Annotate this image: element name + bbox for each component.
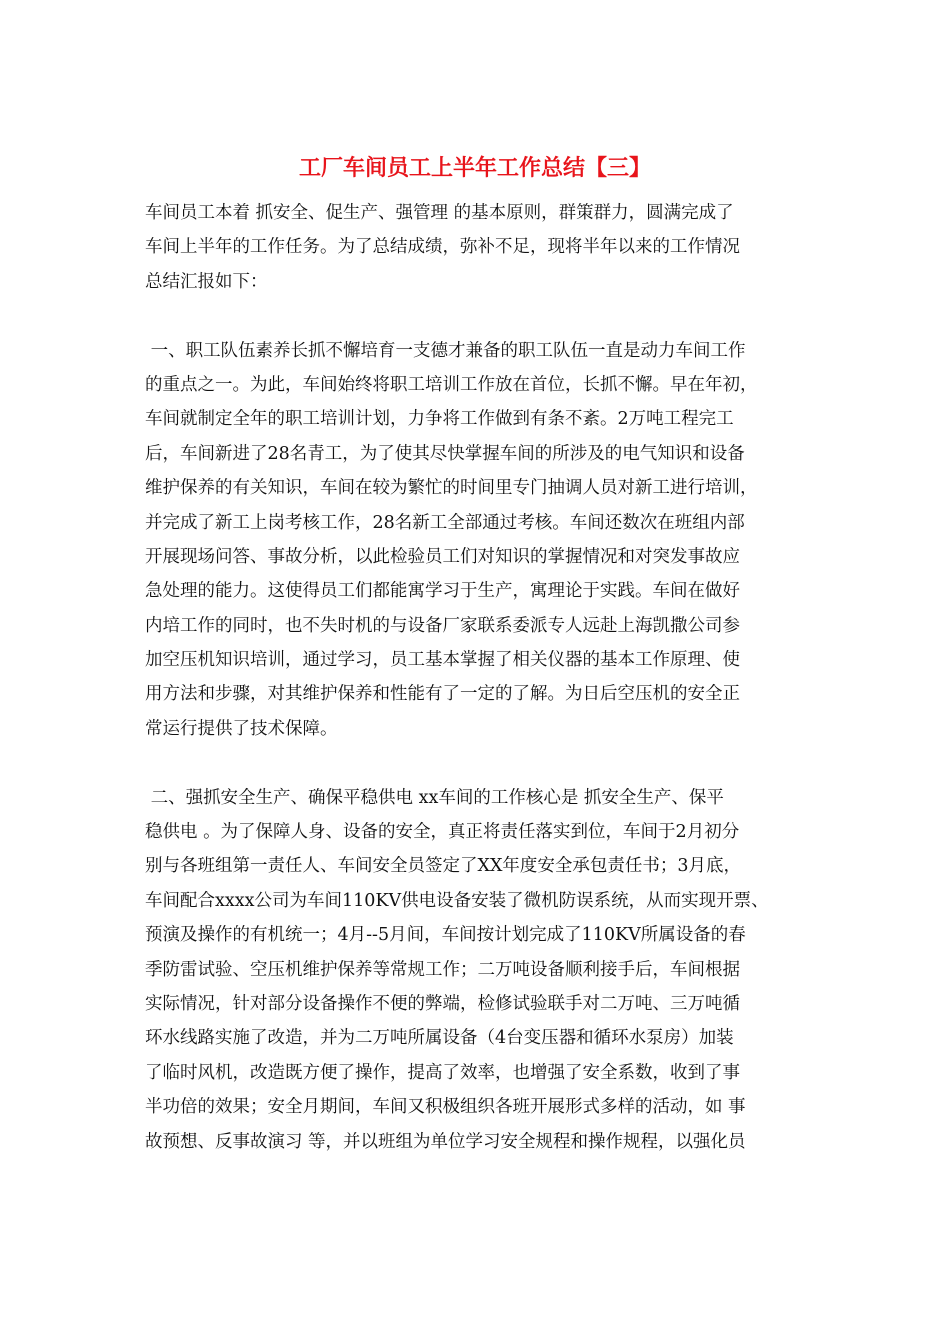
text-line: 车间员工本着 抓安全、促生产、强管理 的基本原则，群策群力，圆满完成了 xyxy=(145,203,734,223)
text-line: 的重点之一。为此，车间始终将职工培训工作放在首位，长抓不懈。早在年初， xyxy=(145,374,758,395)
text-line: 并完成了新工上岗考核工作，28名新工全部通过考核。车间还数次在班组内部 xyxy=(145,512,745,533)
intro-paragraph xyxy=(145,196,815,299)
section-2-paragraph xyxy=(145,781,815,1159)
document-title: 工厂车间员工上半年工作总结【三】 xyxy=(298,155,651,181)
text-line: 预演及操作的有机统一；4月--5月间，车间按计划完成了110KV所属设备的春 xyxy=(145,925,746,946)
text-line: 总结汇报如下： xyxy=(145,271,268,292)
text-line: 维护保养的有关知识，车间在较为繁忙的时间里专门抽调人员对新工进行培训， xyxy=(145,478,758,499)
text-line: 故预想、反事故演习 等，并以班组为单位学习安全规程和操作规程，以强化员 xyxy=(145,1131,746,1152)
text-line: 后，车间新进了28名青工，为了使其尽快掌握车间的所涉及的电气知识和设备 xyxy=(145,443,745,464)
text-line: 车间配合xxxx公司为车间110KV供电设备安装了微机防误系统，从而实现开票、 xyxy=(145,890,769,911)
text-line: 别与各班组第一责任人、车间安全员签定了XX年度安全承包责任书；3月底， xyxy=(145,856,742,877)
text-line: 半功倍的效果；安全月期间，车间又积极组织各班开展形式多样的活动，如 事 xyxy=(145,1097,746,1118)
text-line: 二、强抓安全生产、确保平稳供电 xx车间的工作核心是 抓安全生产、保平 xyxy=(145,787,724,808)
text-line: 了临时风机，改造既方便了操作，提高了效率，也增强了安全系数，收到了事 xyxy=(145,1062,740,1083)
paragraph-gap xyxy=(145,746,815,780)
text-line: 开展现场问答、事故分析，以此检验员工们对知识的掌握情况和对突发事故应 xyxy=(145,546,740,567)
text-line: 季防雷试验、空压机维护保养等常规工作；二万吨设备顺利接手后，车间根据 xyxy=(145,959,740,980)
paragraph-gap xyxy=(145,299,815,333)
text-line: 用方法和步骤，对其维护保养和性能有了一定的了解。为日后空压机的安全正 xyxy=(145,684,740,705)
text-line: 车间上半年的工作任务。为了总结成绩，弥补不足，现将半年以来的工作情况 xyxy=(145,237,740,258)
document-body xyxy=(145,196,815,1159)
text-line: 车间就制定全年的职工培训计划，力争将工作做到有条不紊。2万吨工程完工 xyxy=(145,409,734,430)
text-line: 急处理的能力。这使得员工们都能寓学习于生产，寓理论于实践。车间在做好 xyxy=(145,581,740,602)
text-line: 环水线路实施了改造，并为二万吨所属设备（4台变压器和循环水泵房）加装 xyxy=(145,1028,734,1049)
text-line: 实际情况，针对部分设备操作不便的弊端，检修试验联手对二万吨、三万吨循 xyxy=(145,993,740,1014)
text-line: 一、职工队伍素养长抓不懈培育一支德才兼备的职工队伍一直是动力车间工作 xyxy=(145,340,746,361)
section-1-paragraph xyxy=(145,334,815,747)
text-line: 内培工作的同时，也不失时机的与设备厂家联系委派专人远赴上海凯撒公司参 xyxy=(145,615,740,636)
text-line: 常运行提供了技术保障。 xyxy=(145,718,338,739)
text-line: 稳供电 。为了保障人身、设备的安全，真正将责任落实到位，车间于2月初分 xyxy=(145,822,740,843)
text-line: 加空压机知识培训，通过学习，员工基本掌握了相关仪器的基本工作原理、使 xyxy=(145,650,740,671)
